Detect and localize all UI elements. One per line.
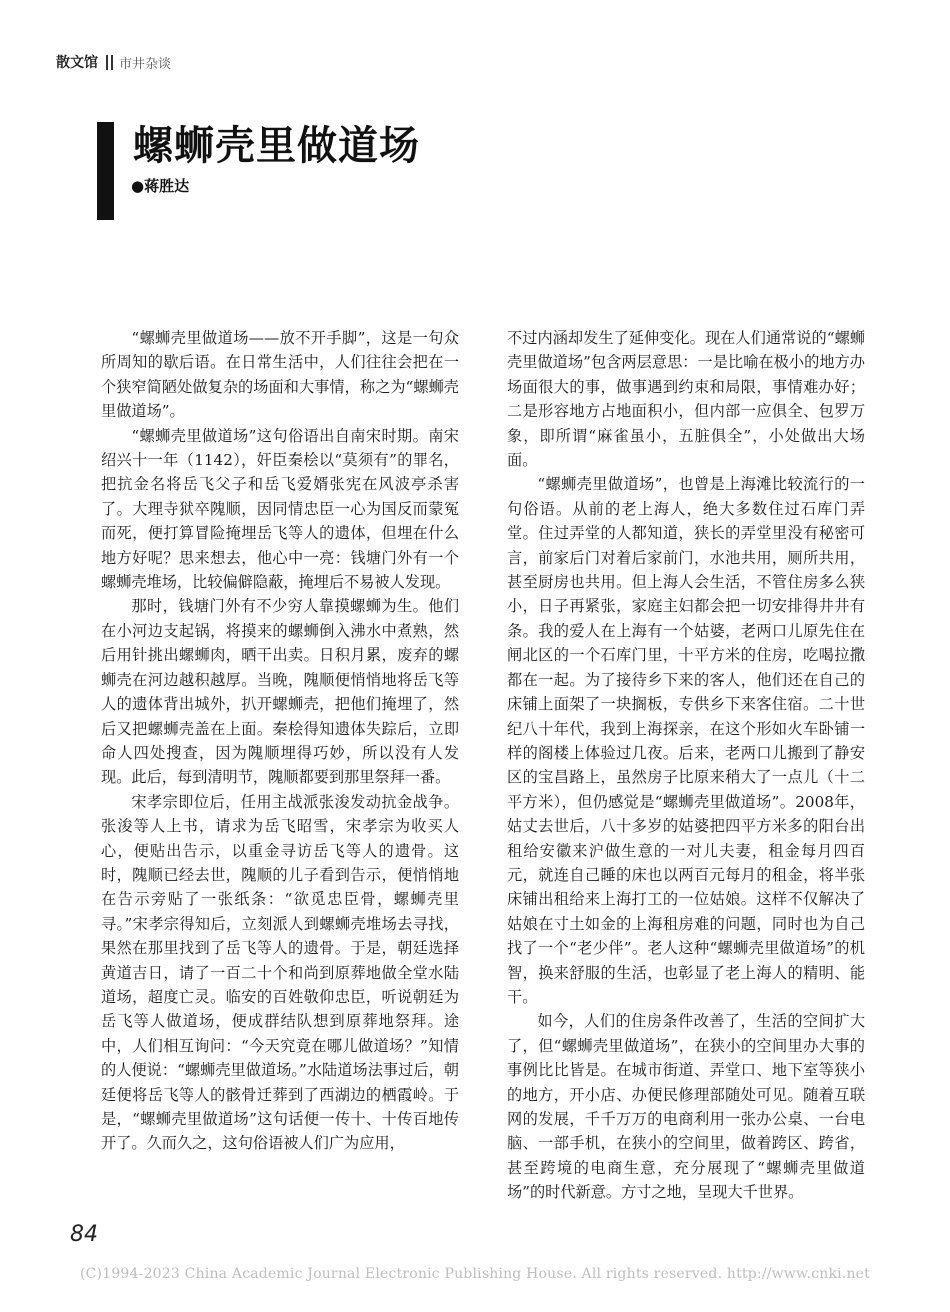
section-name: 散文馆 xyxy=(56,55,98,71)
left-column xyxy=(101,326,459,1156)
paragraph-continuation: 不过内涵却发生了延伸变化。现在人们通常说的“螺蛳壳里做道场”包含两层意思：一是比喻在极小的地方办场面很大的事，做事遇到约束和局限，事情难办好；二是形容地方占地面积小，但内部一应俱全、包罗万象，即所谓“麻雀虽小，五脏俱全”，小处做出大场面。 xyxy=(507,329,865,470)
copyright-footer: (C)1994-2023 China Academic Journal Electronic Publishing House. All rights reserved. http://www.cnki.net xyxy=(79,1266,870,1282)
title-accent-bar xyxy=(97,122,114,220)
section-header xyxy=(56,52,171,72)
section-subtitle: 市井杂谈 xyxy=(119,56,172,72)
paragraph: “螺蛳壳里做道场”这句俗语出自南宋时期。南宋绍兴十一年（1142），奸臣秦桧以“莫须有”的罪名，把抗金名将岳飞父子和岳飞爱婿张宪在风波亭杀害了。大理寺狱卒隗顺，因同情忠臣一心为国反而蒙冤而死，便打算冒险掩埋岳飞等人的遗体，但埋在什么地方好呢？思来想去，他心中一亮：钱塘门外有一个螺蛳壳堆场，比较偏僻隐蔽，掩埋后不易被人发现。 xyxy=(101,426,459,592)
paragraph: 如今，人们的住房条件改善了，生活的空间扩大了，但“螺蛳壳里做道场”，在狭小的空间里办大事的事例比比皆是。在城市街道、弄堂口、地下室等狭小的地方，开小店、办便民修理部随处可见。随着互联网的发展，千千万万的电商利用一张办公桌、一台电脑、一部手机，在狭小的空间里，做着跨区、跨省，甚至跨境的电商生意，充分展现了“螺蛳壳里做道场”的时代新意。方寸之地，呈现大千世界。 xyxy=(507,1012,865,1202)
page-number: 84 xyxy=(70,1222,98,1247)
paragraph: “螺蛳壳里做道场——放不开手脚”，这是一句众所周知的歇后语。在日常生活中，人们往往会把在一个狭窄简陋处做复杂的场面和大事情，称之为“螺蛳壳里做道场”。 xyxy=(101,329,459,421)
right-column xyxy=(507,326,865,1205)
article-title: 螺蛳壳里做道场 xyxy=(133,122,420,169)
section-divider xyxy=(106,55,113,70)
paragraph: 宋孝宗即位后，任用主战派张浚发动抗金战争。张浚等人上书，请求为岳飞昭雪，宋孝宗为收买人心，便贴出告示，以重金寻访岳飞等人的遗骨。这时，隗顺已经去世，隗顺的儿子看到告示，便悄悄地在告示旁贴了一张纸条：“欲觅忠臣骨，螺蛳壳里寻。”宋孝宗得知后，立刻派人到螺蛳壳堆场去寻找，果然在那里找到了岳飞等人的遗骨。于是，朝廷选择黄道吉日，请了一百二十个和尚到原葬地做全堂水陆道场，超度亡灵。临安的百姓敬仰忠臣，听说朝廷为岳飞等人做道场，便成群结队想到原葬地祭拜。途中，人们相互询问：“今天究竟在哪儿做道场？”知情的人便说：“螺蛳壳里做道场。”水陆道场法事过后，朝廷便将岳飞等人的骸骨迁葬到了西湖边的栖霞岭。于是，“螺蛳壳里做道场”这句话便一传十、十传百地传开了。久而久之，这句俗语被人们广为应用， xyxy=(101,792,459,1153)
paragraph: 那时，钱塘门外有不少穷人靠摸螺蛳为生。他们在小河边支起锅，将摸来的螺蛳倒入沸水中煮熟，然后用针挑出螺蛳肉，晒干出卖。日积月累，废弃的螺蛳壳在河边越积越厚。当晚，隗顺便悄悄地将岳飞等人的遗体背出城外，扒开螺蛳壳，把他们掩埋了，然后又把螺蛳壳盖在上面。秦桧得知遗体失踪后，立即命人四处搜查，因为隗顺埋得巧妙，所以没有人发现。此后，每到清明节，隗顺都要到那里祭拜一番。 xyxy=(101,597,459,787)
article-author: ●蒋胜达 xyxy=(131,177,190,195)
paragraph: “螺蛳壳里做道场”，也曾是上海滩比较流行的一句俗语。从前的老上海人，绝大多数住过石库门弄堂。住过弄堂的人都知道，狭长的弄堂里没有秘密可言，前家后门对着后家前门，水池共用，厕所共用，甚至厨房也共用。但上海人会生活，不管住房多么狭小，日子再紧张，家庭主妇都会把一切安排得井井有条。我的爱人在上海有一个姑婆，老两口儿原先住在闸北区的一个石库门里，十平方米的住房，吃喝拉撒都在一起。为了接待乡下来的客人，他们还在自己的床铺上面架了一块搁板，专供乡下来客住宿。二十世纪八十年代，我到上海探亲，在这个形如火车卧铺一样的阁楼上体验过几夜。后来，老两口儿搬到了静安区的宝昌路上，虽然房子比原来稍大了一点儿（十二平方米），但仍感觉是“螺蛳壳里做道场”。2008年，姑丈去世后，八十多岁的姑婆把四平方米多的阳台出租给安徽来沪做生意的一对儿夫妻，租金每月四百元，就连自己睡的床也以两百元每月的租金，将半张床铺出租给来上海打工的一位姑娘。这样不仅解决了姑娘在寸土如金的上海租房难的问题，同时也为自己找了一个“老少伴”。老人这种“螺蛳壳里做道场”的机智，换来舒服的生活，也彰显了老上海人的精明、能干。 xyxy=(507,475,865,1006)
